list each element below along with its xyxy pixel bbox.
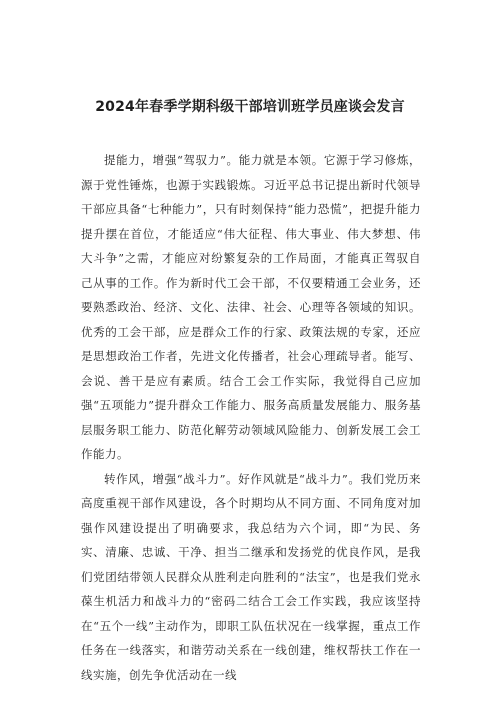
document-title: 2024年春季学期科级干部培训班学员座谈会发言 [95,99,405,115]
paragraph-work-style: 转作风，增强“战斗力”。好作风就是“战斗力”。我们党历来高度重视干部作风建设，各个时期均从不同方面、不同角度对加强作风建设提出了明确要求，我总结为六个词，即“为民、务实、清廉、忠诚、干净、担当二继承和发扬党的优良作风，是我们党团结带领人民群众从胜利走向胜利的“法宝”，也是我们党永葆生机活力和战斗力的“密码二结合工会工作实践，我应该坚持在“五个一线”主动作为，即职工队伍状况在一线掌握，重点工作任务在一线落实，和谐劳动关系在一线创建，维权帮扶工作在一线实施，创先争优活动在一线 [81,471,421,682]
document-body [81,148,421,687]
paragraph-ability: 提能力，增强“驾驭力”。能力就是本领。它源于学习修炼，源于党性锤炼，也源于实践锻炼。习近平总书记提出新时代领导干部应具备“七种能力”，只有时刻保持“能力恐慌”，把提升能力提升摆在首位，才能适应“伟大征程、伟大事业、伟大梦想、伟大斗争”之需，才能应对纷繁复杂的工作局面，才能真正驾驭自己从事的工作。作为新时代工会干部，不仅要精通工会业务，还要熟悉政治、经济、文化、法律、社会、心理等各领域的知识。优秀的工会干部，应是群众工作的行家、政策法规的专家，还应是思想政治工作者，先进文化传播者，社会心理疏导者。能写、会说、善干是应有素质。结合工会工作实际，我觉得自己应加强“五项能力”提升群众工作能力、服务高质量发展能力、服务基层服务职工能力、防范化解劳动领域风险能力、创新发展工会工作能力。 [81,153,421,461]
